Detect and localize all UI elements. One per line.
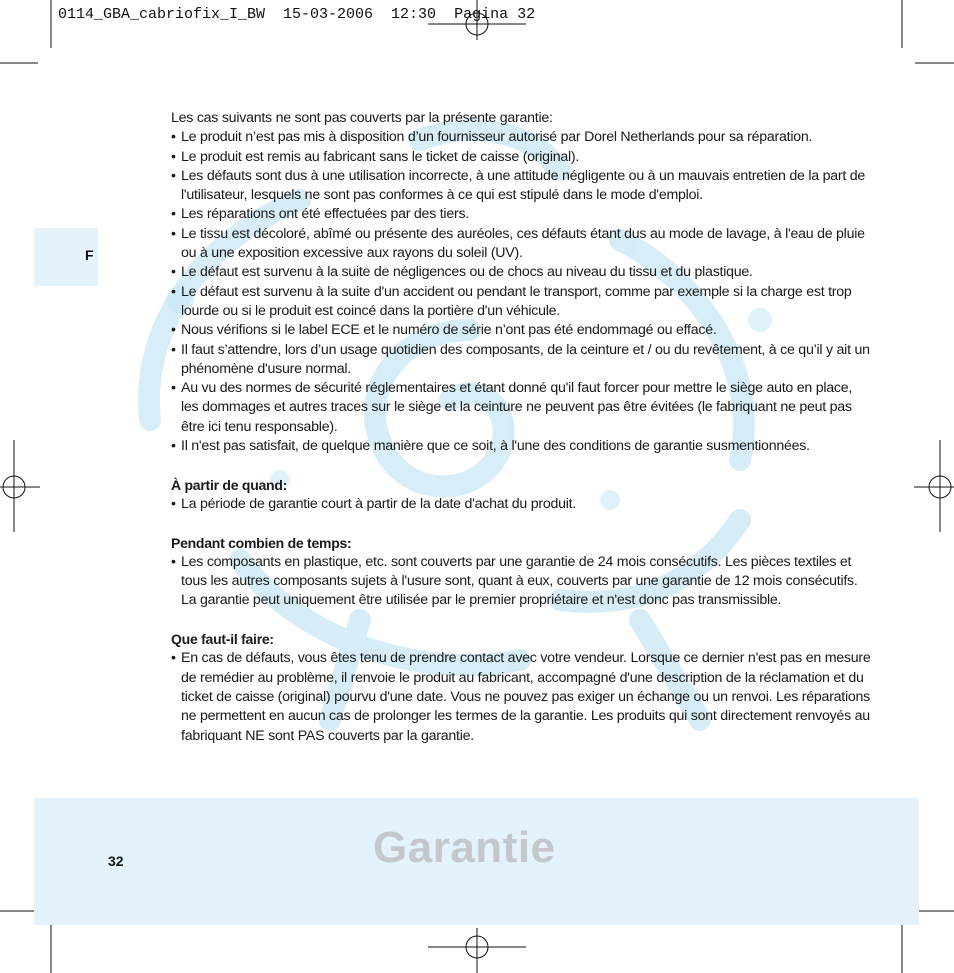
print-slug: 0114_GBA_cabriofix_I_BW 15-03-2006 12:30 Pagina 32	[58, 6, 536, 23]
list-item: • Les défauts sont dus à une utilisation incorrecte, à une attitude négligente ou à un mauvais entretien de la part de l'utilisateur, lesquels ne sont pas conformes à ce qui est stipulé dans le mode d'emploi.	[171, 167, 871, 206]
list-item: • Au vu des normes de sécurité réglementaires et étant donné qu'il faut forcer pour mettre le siège auto en place, les dommages et autres traces sur le siège et la ceinture ne peuvent pas être évitées (le fabriquant ne peut pas être ici tenu responsable).	[171, 379, 871, 437]
warranty-text	[171, 109, 871, 746]
list-item: • Le défaut est survenu à la suite de négligences ou de chocs au niveau du tissu et du plastique.	[171, 263, 871, 282]
list-item: • Le défaut est survenu à la suite d'un accident ou pendant le transport, comme par exemple si la charge est trop lourde ou si le produit est coincé dans la portière d'un véhicule.	[171, 283, 871, 322]
list-item: • Le produit n’est pas mis à disposition d’un fournisseur autorisé par Dorel Netherlands pour sa réparation.	[171, 128, 871, 147]
list-item: • En cas de défauts, vous êtes tenu de prendre contact avec votre vendeur. Lorsque ce dernier n'est pas en mesure de remédier au problème, il renvoie le produit au fabricant, accompagné d'une description de la réclamation et du ticket de caisse (original) pourvu d'une date. Vous ne pouvez pas exiger un échange ou un renvoi. Les réparations ne permettent en aucun cas de prolonger les termes de la garantie. Les produits qui sont directement renvoyés au fabriquant NE sont PAS couverts par la garantie.	[171, 649, 871, 745]
list-item: • La période de garantie court à partir de la date d'achat du produit.	[171, 495, 871, 514]
section-list	[171, 495, 871, 514]
section-list	[171, 649, 871, 745]
exclusions-list	[171, 128, 871, 456]
list-item: • Le tissu est décoloré, abîmé ou présente des auréoles, ces défauts étant dus au mode de lavage, à l'eau de pluie ou à une exposition excessive aux rayons du soleil (UV).	[171, 225, 871, 264]
section-list	[171, 553, 871, 611]
list-item: • Nous vérifions si le label ECE et le numéro de série n’ont pas été endommagé ou effacé.	[171, 321, 871, 340]
section-heading: Pendant combien de temps:	[171, 534, 352, 551]
list-item: • Les composants en plastique, etc. sont couverts par une garantie de 24 mois consécutifs. Les pièces textiles et tous les autres composants sujets à l'usure sont, quant à eux, couverts par une garantie de 12 mois consécutifs. La garantie peut uniquement être utilisée par le premier propriétaire et n'est donc pas transmissible.	[171, 553, 871, 611]
list-item: • Les réparations ont été effectuées par des tiers.	[171, 205, 871, 224]
list-item: • Il faut s’attendre, lors d’un usage quotidien des composants, de la ceinture et / ou du revêtement, à ce qu’il y ait un phénomène d'usure normal.	[171, 341, 871, 380]
section-heading: À partir de quand:	[171, 476, 288, 493]
intro-paragraph: Les cas suivants ne sont pas couverts par la présente garantie:	[171, 110, 553, 126]
list-item: • Il n'est pas satisfait, de quelque manière que ce soit, à l'une des conditions de garantie susmentionnées.	[171, 437, 871, 456]
footer-title: Garantie	[373, 823, 556, 872]
language-tab-label: F	[85, 247, 94, 263]
section-heading: Que faut-il faire:	[171, 631, 274, 648]
list-item: • Le produit est remis au fabricant sans le ticket de caisse (original).	[171, 148, 871, 167]
page-number: 32	[108, 853, 124, 869]
